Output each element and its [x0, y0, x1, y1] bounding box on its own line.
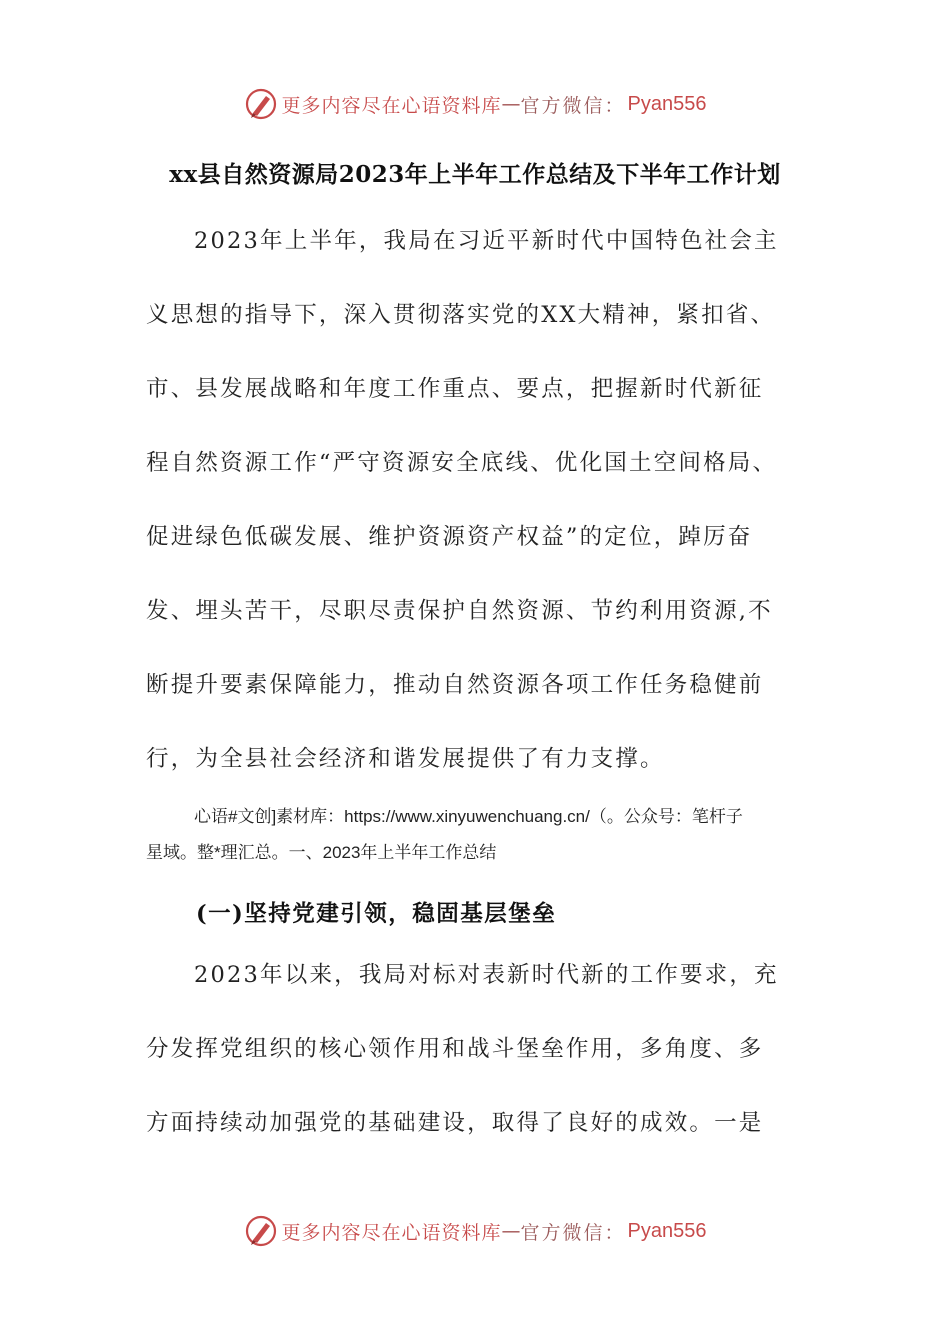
paragraph-line: 断提升要素保障能力，推动自然资源各项工作任务稳健前: [146, 672, 764, 698]
banner-wechat-label: 官方微信：: [520, 94, 626, 117]
note-line: 心语#文创]素材库：https://www.xinyuwenchuang.cn/（。公众号：笔杆子: [194, 807, 743, 826]
paragraph-line: 分发挥党组织的核心领作用和战斗堡垒作用，多角度、多: [146, 1036, 764, 1062]
paragraph-line: 市、县发展战略和年度工作重点、要点，把握新时代新征: [146, 376, 764, 402]
intro-paragraph: [146, 228, 806, 820]
banner-wechat-id: Pyan556: [627, 92, 707, 115]
paragraph-line: 2023年上半年，我局在习近平新时代中国特色社会主: [194, 228, 779, 254]
source-note: [146, 806, 806, 878]
document-title: xx县自然资源局2023年上半年工作总结及下半年工作计划: [169, 161, 781, 188]
header-banner: [0, 84, 950, 124]
paragraph-line: 促进绿色低碳发展、维护资源资产权益”的定位，踔厉奋: [146, 524, 753, 550]
section-paragraph: [146, 962, 806, 1184]
banner-wechat-id: Pyan556: [627, 1219, 707, 1242]
banner-dash: —: [501, 1220, 521, 1242]
banner-text: 更多内容尽在心语资料库: [281, 1221, 502, 1244]
paragraph-line: 方面持续动加强党的基础建设，取得了良好的成效。一是: [146, 1110, 764, 1136]
paragraph-line: 义思想的指导下，深入贯彻落实党的XX大精神，紧扣省、: [146, 302, 776, 328]
banner-wechat-label: 官方微信：: [520, 1221, 626, 1244]
paragraph-line: 行，为全县社会经济和谐发展提供了有力支撑。: [146, 746, 665, 772]
banner-dash: —: [501, 93, 521, 115]
paragraph-line: 发、埋头苦干，尽职尽责保护自然资源、节约利用资源,不: [146, 598, 773, 624]
pen-logo-icon: [244, 87, 278, 121]
paragraph-line: 程自然资源工作“严守资源安全底线、优化国土空间格局、: [146, 450, 778, 476]
footer-banner: [0, 1211, 950, 1251]
section-heading: (一)坚持党建引领，稳固基层堡垒: [196, 901, 557, 927]
paragraph-line: 2023年以来，我局对标对表新时代新的工作要求，充: [194, 962, 779, 988]
note-line: 星域。整*理汇总。一、2023年上半年工作总结: [146, 843, 497, 862]
pen-logo-icon: [244, 1214, 278, 1248]
banner-text: 更多内容尽在心语资料库: [281, 94, 502, 117]
